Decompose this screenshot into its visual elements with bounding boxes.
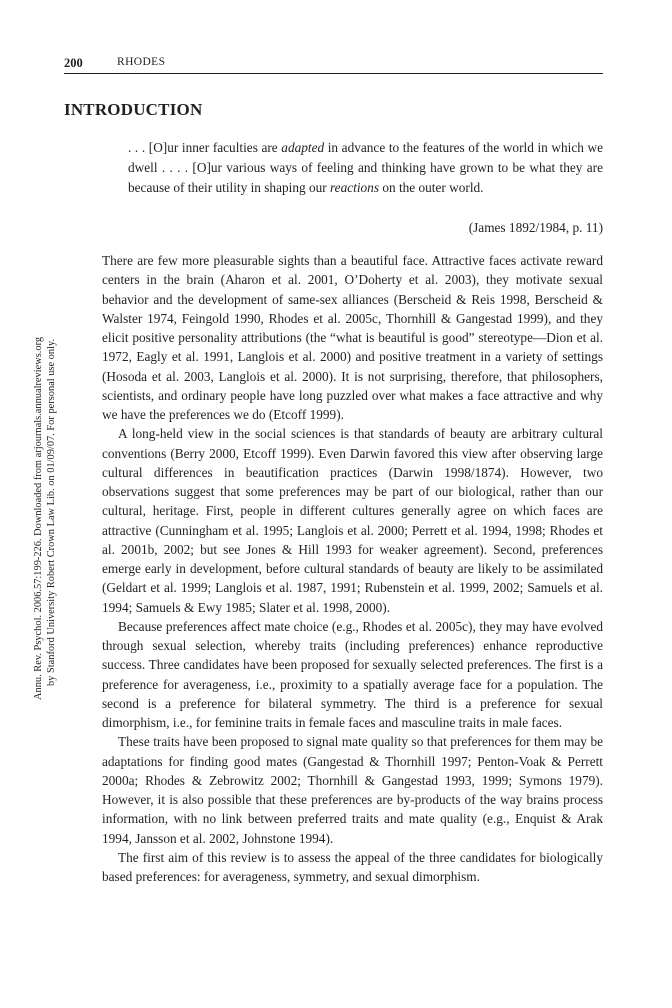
epigraph-quote: [128, 138, 603, 199]
epigraph-emphasis-1: adapted: [281, 140, 325, 155]
page-header: [64, 51, 603, 74]
running-head: RHODES: [117, 56, 166, 68]
epigraph-text-3: on the outer world.: [379, 180, 484, 196]
page-number: 200: [64, 56, 83, 70]
section-title: INTRODUCTION: [64, 100, 203, 119]
download-notice-line-2: by Stanford University Robert Crown Law Lib. on 01/09/07. For personal use only.: [45, 338, 57, 686]
paragraph-4: These traits have been proposed to signal mate quality so that preferences for them may be adaptations for finding good mates (Gangestad & Thornhill 1997; Penton-Voak & Perrett 2000a; Rhodes & Zebrowitz 2002; Thornhill & Gangestad 1993, 1999; Symons 1979). However, it is also possible that these preferences are by-products of the way brains process information, with no link between preferred traits and mate quality (e.g., Enquist & Arak 1994, Jansson et al. 2002, Johnstone 1994).: [102, 734, 603, 846]
download-notice-line-1: Annu. Rev. Psychol. 2006.57:199-226. Downloaded from arjournals.annualreviews.org: [33, 336, 44, 700]
paragraph-5: The first aim of this review is to assess the appeal of the three candidates for biologically based preferences: for averageness, symmetry, and sexual dimorphism.: [102, 849, 603, 884]
download-notice: [33, 337, 58, 700]
paragraph-3: Because preferences affect mate choice (e.g., Rhodes et al. 2005c), they may have evolved through sexual selection, whereby traits (including preferences) enhance reproductive success. Three candidates have been proposed for sexually selected preferences. The first is a preference for averageness, i.e., proximity to a spatially average face for a population. The second is a preference for bilateral symmetry. The third is a preference for sexual dimorphism, i.e., for feminine traits in female faces and masculine traits in male faces.: [102, 618, 603, 730]
epigraph-text-1: . . . [O]ur inner faculties are: [128, 140, 282, 155]
epigraph-text-2: in advance to the features of the world in which we dwell . . . . [O]ur various ways of feeling and thinking have grown to be what they are because of their utility in shaping our: [128, 140, 603, 196]
paragraph-1: There are few more pleasurable sights than a beautiful face. Attractive faces activate reward centers in the brain (Aharon et al. 2001, O’Doherty et al. 2003), they motivate sexual behavior and the development of same-sex alliances (Berscheid & Reis 1998, Berscheid & Walster 1974, Feingold 1990, Rhodes et al. 2005c, Thornhill & Gangestad 1999), and they elicit positive personality attributions (the “what is beautiful is good” stereotype—Dion et al. 1972, Eagly et al. 1991, Langlois et al. 2000) and positive treatment in a variety of settings (Hosoda et al. 2003, Langlois et al. 2000). It is not surprising, therefore, that philosophers, scientists, and ordinary people have long puzzled over what makes a face attractive and why we have the preferences we do (Etcoff 1999).: [102, 253, 603, 422]
epigraph-emphasis-2: reactions: [330, 180, 379, 196]
body-text: [102, 251, 603, 886]
epigraph-citation: (James 1892/1984, p. 11): [468, 220, 603, 235]
paragraph-2: A long-held view in the social sciences is that standards of beauty are arbitrary cultural conventions (Berry 2000, Etcoff 1999). Even Darwin favored this view after observing large cultural differences in beautification practices (Darwin 1998/1874). However, two observations suggest that some preferences may be part of our biological, rather than our cultural, heritage. First, people in different cultures generally agree on which faces are attractive (Cunningham et al. 1995; Langlois et al. 2000; Perrett et al. 1994, 1998; Rhodes et al. 2001b, 2002; but see Jones & Hill 1993 for weaker agreement). Second, preferences emerge early in development, before cultural standards of beauty are likely to be assimilated (Geldart et al. 1999; Langlois et al. 1987, 1991; Rubenstein et al. 1999, 2002; Samuels et al. 1994; Samuels & Ewy 1985; Slater et al. 1998, 2000).: [102, 426, 603, 615]
